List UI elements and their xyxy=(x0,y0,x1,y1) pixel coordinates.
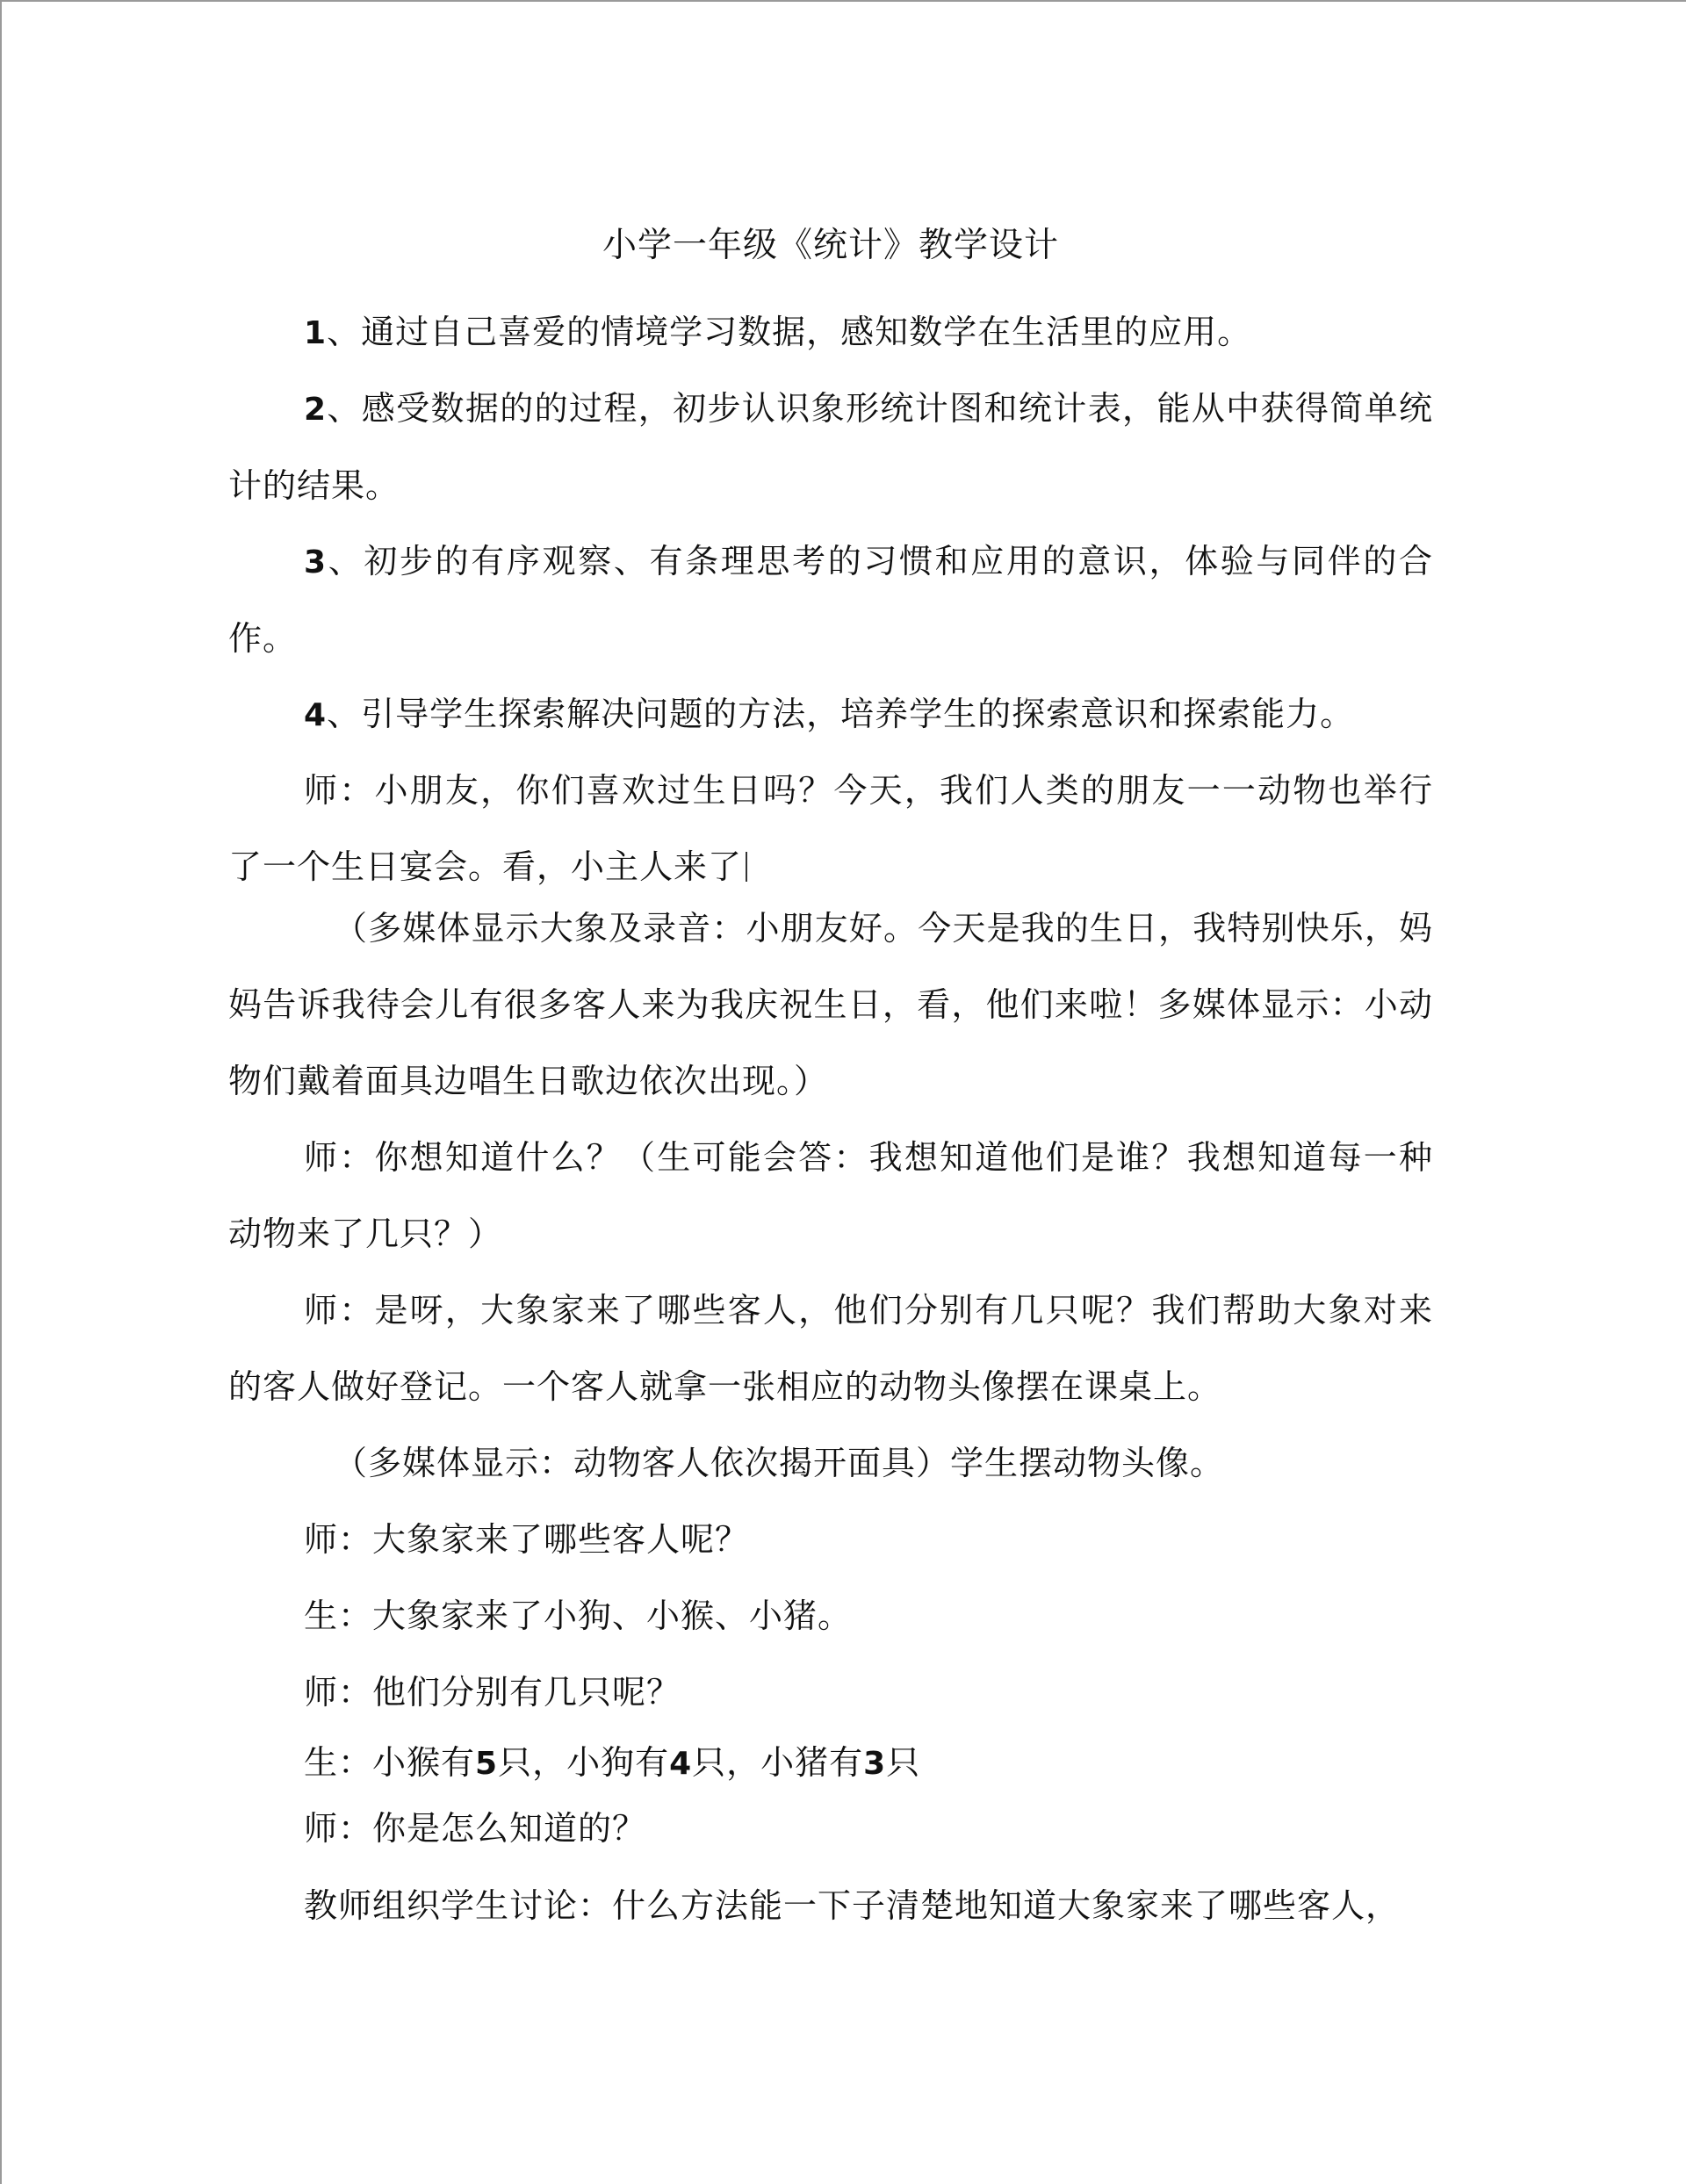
dialogue-line: 师：大象家来了哪些客人呢？ xyxy=(304,1520,750,1559)
objective-number: 1 xyxy=(304,315,328,351)
objective-text: 、通过自己喜爱的情境学习数据，感知数学在生活里的应用。 xyxy=(327,313,1252,351)
objective-text: 、感受数据的的过程，初步认识象形统计图和统计表，能从中获得简单统计的结果。 xyxy=(228,389,1433,505)
objective-3 xyxy=(228,523,1433,677)
count-number: 4 xyxy=(669,1746,693,1782)
document-title: 小学一年级《统计》教学设计 xyxy=(602,226,1059,265)
dialogue-line: 师：他们分别有几只呢？ xyxy=(304,1673,681,1712)
multimedia-note: （多媒体显示大象及录音：小朋友好。今天是我的生日，我特别快乐，妈妈告诉我待会儿有很多客人来为我庆祝生日，看，他们来啦！多媒体显示：小动物们戴着面具边唱生日歌边依次出现。） xyxy=(228,909,1433,1100)
dialogue-paragraph xyxy=(228,753,1433,905)
text-cursor xyxy=(746,852,747,882)
multimedia-note: （多媒体显示：动物客人依次揭开面具）学生摆动物头像。 xyxy=(334,1444,1225,1482)
objective-4 xyxy=(228,676,1433,753)
dialogue-text: 师：小朋友，你们喜欢过生日吗？今天，我们人类的朋友一一动物也举行了一个生日宴会。看，小主人来了 xyxy=(228,771,1433,886)
objective-number: 2 xyxy=(304,392,328,428)
objective-text: 、初步的有序观察、有条理思考的习惯和应用的意识，体验与同伴的合作。 xyxy=(228,542,1433,658)
objective-text: 、引导学生探索解决问题的方法，培养学生的探索意识和探索能力。 xyxy=(327,695,1355,733)
dialogue-text: 只 xyxy=(886,1743,921,1782)
objective-number: 3 xyxy=(304,544,328,580)
dialogue-paragraph: 师：是呀，大象家来了哪些客人，他们分别有几只呢？我们帮助大象对来的客人做好登记。一个客人就拿一张相应的动物头像摆在课桌上。 xyxy=(228,1291,1433,1406)
dialogue-line: 生：大象家来了小狗、小猴、小猪。 xyxy=(304,1597,853,1635)
objective-1 xyxy=(228,294,1433,371)
dialogue-text: 只，小猪有 xyxy=(692,1743,864,1782)
count-number: 3 xyxy=(863,1746,887,1782)
objective-number: 4 xyxy=(304,697,328,733)
dialogue-line: 教师组织学生讨论：什么方法能一下子清楚地知道大象家来了哪些客人， xyxy=(304,1886,1401,1925)
objective-2 xyxy=(228,371,1433,524)
dialogue-paragraph: 师：你想知道什么？（生可能会答：我想知道他们是谁？我想知道每一种动物来了几只？） xyxy=(228,1138,1433,1253)
dialogue-text: 生：小猴有 xyxy=(304,1743,476,1782)
dialogue-text: 只，小狗有 xyxy=(498,1743,670,1782)
dialogue-line: 师：你是怎么知道的？ xyxy=(304,1809,647,1848)
dialogue-line xyxy=(228,1731,1433,1796)
count-number: 5 xyxy=(475,1746,499,1782)
